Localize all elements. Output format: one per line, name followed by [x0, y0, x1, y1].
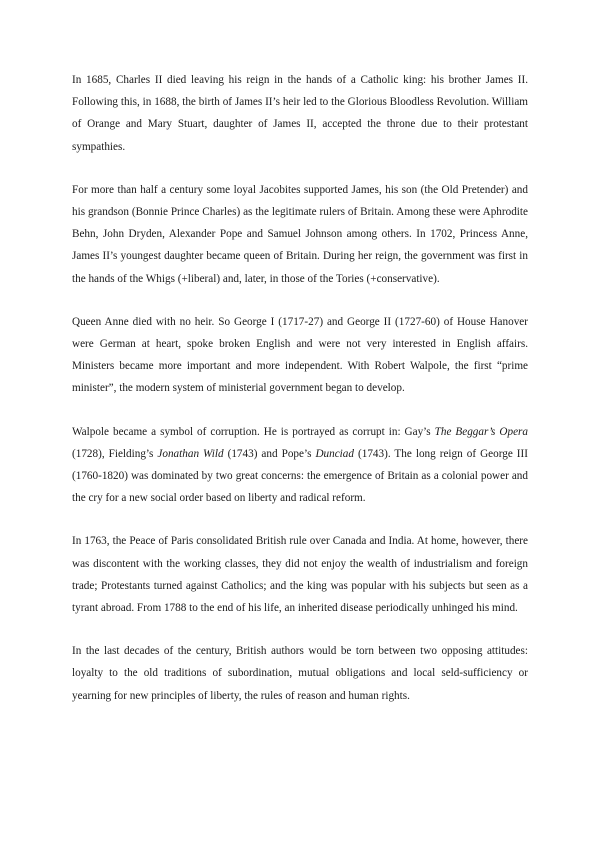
paragraph-text: (1728), Fielding’s	[72, 447, 158, 460]
paragraph-last-decades	[72, 640, 528, 707]
paragraph-text: In the last decades of the century, British authors would be torn between two opposing attitudes: loyalty to the old traditions of subordination, mutual obligations and local seld-sufficiency or yearning for new principles of liberty, the rules of reason and human rights.	[72, 645, 528, 702]
paragraph-text: In 1763, the Peace of Paris consolidated British rule over Canada and India. At home, however, there was discontent with the working classes, they did not enjoy the wealth of industrialism and foreign trade; Protestants turned against Catholics; and the king was popular with his subjects but seen as a tyrant abroad. From 1788 to the end of his life, an inherited disease periodically unhinged his mind.	[72, 535, 528, 615]
paragraph-jacobites	[72, 179, 528, 290]
paragraph-text: Walpole became a symbol of corruption. He is portrayed as corrupt in: Gay’s	[72, 425, 435, 438]
paragraph-peace-of-paris	[72, 530, 528, 619]
title-jonathan-wild: Jonathan Wild	[157, 447, 224, 460]
paragraph-charles-ii	[72, 69, 528, 158]
paragraph-text: In 1685, Charles II died leaving his reign in the hands of a Catholic king: his brother James II. Following this, in 1688, the birth of James II’s heir led to the Glorious Bloodless Revolution. William of Orange and Mary Stuart, daughter of James II, accepted the throne due to their protestant sympathies.	[72, 74, 528, 153]
title-beggars-opera: The Beggar’s Opera	[434, 425, 528, 438]
paragraph-text: (1743). The long reign of George III (1760-1820) was dominated by two great concerns: the emergence of Britain as a colonial power and the cry for a new social order based on liberty and radical reform.	[72, 447, 528, 505]
paragraph-text: (1743) and Pope’s	[223, 447, 316, 460]
paragraph-queen-anne	[72, 311, 528, 400]
paragraph-walpole	[72, 421, 528, 510]
paragraph-text: Queen Anne died with no heir. So George I (1717-27) and George II (1727-60) of House Hanover were German at heart, spoke broken English and were not very interested in English affairs. Ministers became more important and more independent. With Robert Walpole, the first “prime minister”, the modern system of ministerial government began to develop.	[72, 315, 528, 395]
paragraph-text: For more than half a century some loyal Jacobites supported James, his son (the Old Pretender) and his grandson (Bonnie Prince Charles) as the legitimate rulers of Britain. Among these were Aphrodite Behn, John Dryden, Alexander Pope and Samuel Johnson among others. In 1702, Princess Anne, James II’s youngest daughter became queen of Britain. During her reign, the government was first in the hands of the Whigs (+liberal) and, later, in those of the Tories (+conservative).	[72, 183, 528, 285]
title-dunciad: Dunciad	[315, 447, 354, 460]
document-page	[72, 69, 528, 728]
